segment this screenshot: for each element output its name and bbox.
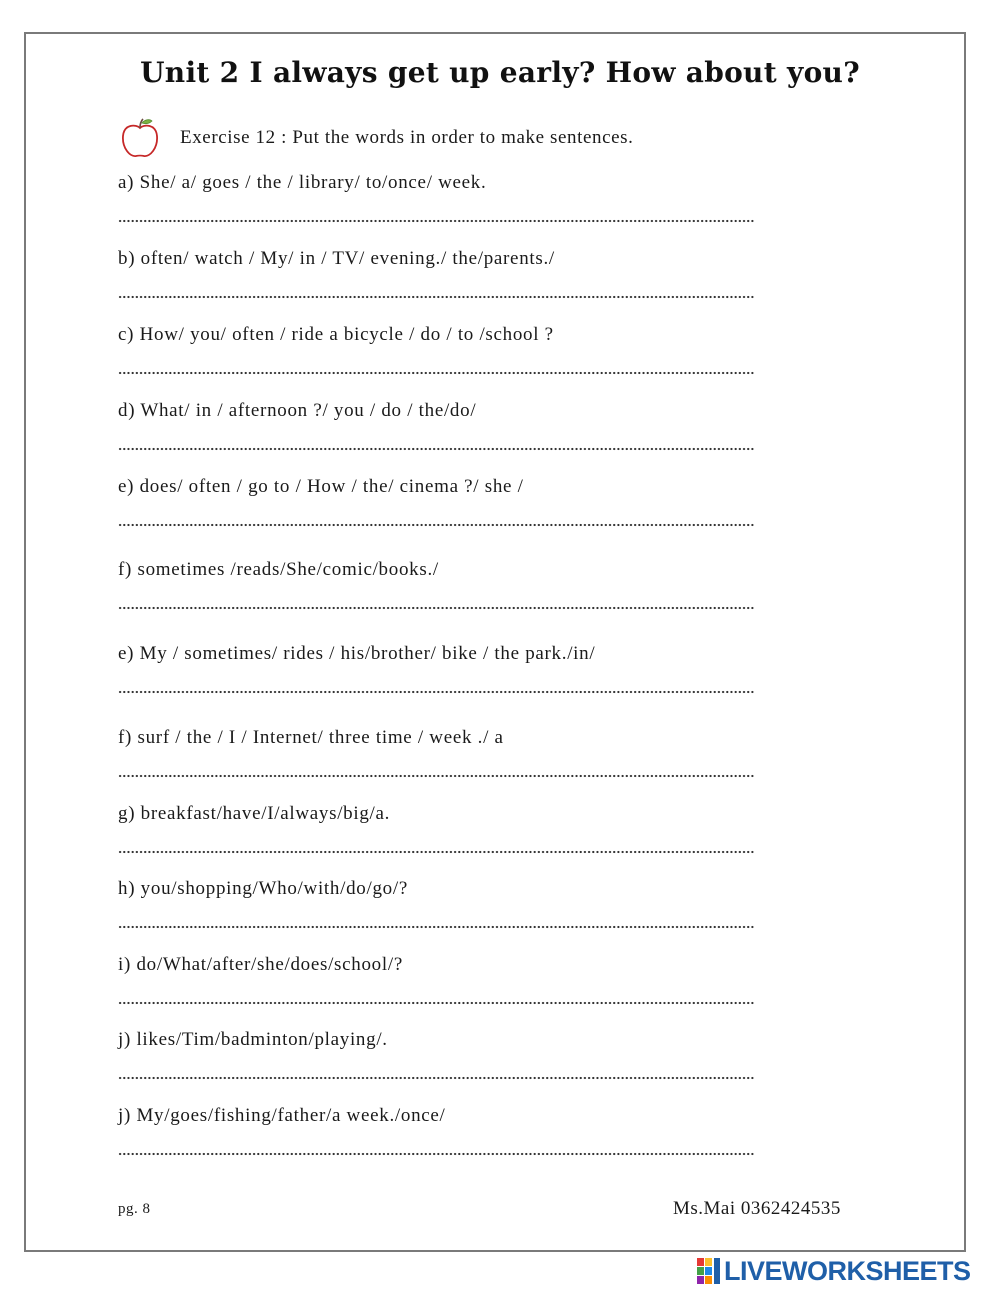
question-12: j) likes/Tim/badminton/playing/. <box>118 1029 388 1050</box>
worksheet-title: Unit 2 I always get up early? How about you? <box>140 56 860 89</box>
answer-line-1[interactable] <box>118 219 754 223</box>
liveworksheets-logo-icon <box>697 1258 721 1284</box>
question-6: f) sometimes /reads/She/comic/books./ <box>118 559 439 580</box>
answer-line-13[interactable] <box>118 1152 754 1156</box>
exercise-instruction: Exercise 12 : Put the words in order to make sentences. <box>180 127 634 148</box>
teacher-contact: Ms.Mai 0362424535 <box>673 1198 841 1219</box>
question-8: f) surf / the / I / Internet/ three time / week ./ a <box>118 727 504 748</box>
answer-line-8[interactable] <box>118 774 754 778</box>
brand-footer <box>697 1256 971 1286</box>
question-5: e) does/ often / go to / How / the/ cinema ?/ she / <box>118 476 524 497</box>
answer-line-5[interactable] <box>118 523 754 527</box>
question-13: j) My/goes/fishing/father/a week./once/ <box>118 1105 446 1126</box>
question-11: i) do/What/after/she/does/school/? <box>118 954 403 975</box>
answer-line-3[interactable] <box>118 371 754 375</box>
worksheet-frame <box>24 32 966 1252</box>
apple-icon <box>118 116 162 160</box>
answer-line-12[interactable] <box>118 1076 754 1080</box>
question-7: e) My / sometimes/ rides / his/brother/ bike / the park./in/ <box>118 643 596 664</box>
answer-line-7[interactable] <box>118 690 754 694</box>
question-10: h) you/shopping/Who/with/do/go/? <box>118 878 408 899</box>
answer-line-4[interactable] <box>118 447 754 451</box>
question-4: d) What/ in / afternoon ?/ you / do / the/do/ <box>118 400 477 421</box>
answer-line-10[interactable] <box>118 925 754 929</box>
answer-line-6[interactable] <box>118 606 754 610</box>
question-2: b) often/ watch / My/ in / TV/ evening./ the/parents./ <box>118 248 555 269</box>
page-number: pg. 8 <box>118 1201 151 1217</box>
question-3: c) How/ you/ often / ride a bicycle / do / to /school ? <box>118 324 554 345</box>
question-9: g) breakfast/have/I/always/big/a. <box>118 803 391 824</box>
question-1: a) She/ a/ goes / the / library/ to/once/ week. <box>118 172 487 193</box>
answer-line-9[interactable] <box>118 850 754 854</box>
brand-name: LIVEWORKSHEETS <box>724 1255 971 1286</box>
answer-line-2[interactable] <box>118 295 754 299</box>
answer-line-11[interactable] <box>118 1001 754 1005</box>
